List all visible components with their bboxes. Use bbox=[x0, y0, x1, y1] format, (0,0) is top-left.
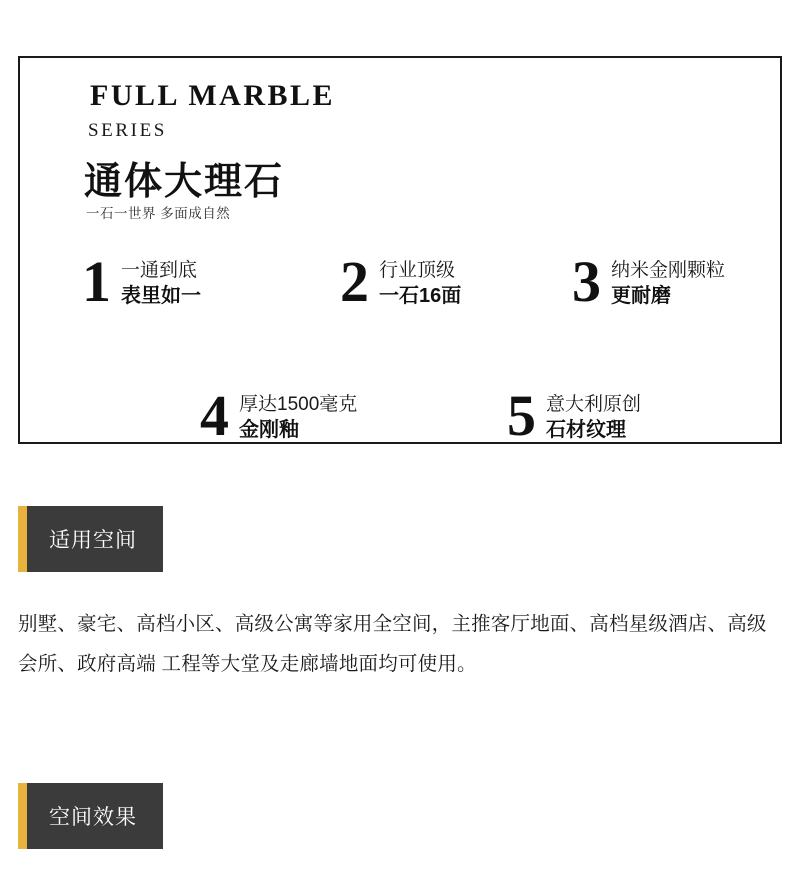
hero-frame bbox=[18, 56, 782, 448]
hero-tagline: 一石一世界 多面成自然 bbox=[86, 206, 231, 221]
section-header-space-effect bbox=[18, 783, 163, 849]
feature-number: 5 bbox=[507, 383, 536, 448]
feature-line-2: 一石16面 bbox=[379, 285, 462, 307]
feature-line-2: 石材纹理 bbox=[546, 419, 626, 441]
feature-item-4 bbox=[200, 383, 358, 448]
feature-line-2: 表里如一 bbox=[121, 285, 201, 307]
feature-line-2: 更耐磨 bbox=[611, 285, 671, 307]
feature-line-1: 一通到底 bbox=[121, 260, 198, 281]
section-label: 空间效果 bbox=[27, 783, 163, 849]
feature-item-2 bbox=[340, 249, 462, 314]
hero-subtitle-english: SERIES bbox=[88, 120, 167, 141]
hero-title-chinese: 通体大理石 bbox=[84, 161, 285, 203]
section-header-applicable-space bbox=[18, 506, 163, 572]
feature-number: 2 bbox=[340, 249, 369, 314]
feature-item-5 bbox=[507, 383, 642, 448]
feature-text-group bbox=[121, 254, 201, 310]
accent-bar bbox=[18, 783, 27, 849]
feature-number: 4 bbox=[200, 383, 229, 448]
feature-text-group bbox=[546, 388, 641, 444]
feature-line-1: 意大利原创 bbox=[546, 394, 642, 415]
feature-text-group bbox=[239, 388, 357, 444]
section-label: 适用空间 bbox=[27, 506, 163, 572]
accent-bar bbox=[18, 506, 27, 572]
feature-item-1 bbox=[82, 249, 201, 314]
applicable-space-paragraph: 别墅、豪宅、高档小区、高级公寓等家用全空间，主推客厅地面、高档星级酒店、高级会所、政府高端 工程等大堂及走廊墙地面均可使用。 bbox=[18, 613, 767, 675]
feature-line-1: 行业顶级 bbox=[379, 260, 456, 281]
feature-line-1: 纳米金刚颗粒 bbox=[611, 260, 726, 281]
feature-text-group bbox=[379, 254, 461, 310]
feature-number: 3 bbox=[572, 249, 601, 314]
feature-number: 1 bbox=[82, 249, 111, 314]
feature-text-group bbox=[611, 254, 725, 310]
feature-line-1: 厚达1500毫克 bbox=[239, 394, 358, 415]
feature-item-3 bbox=[572, 249, 726, 314]
hero-title-english: FULL MARBLE bbox=[80, 79, 347, 113]
feature-line-2: 金刚釉 bbox=[239, 419, 299, 441]
